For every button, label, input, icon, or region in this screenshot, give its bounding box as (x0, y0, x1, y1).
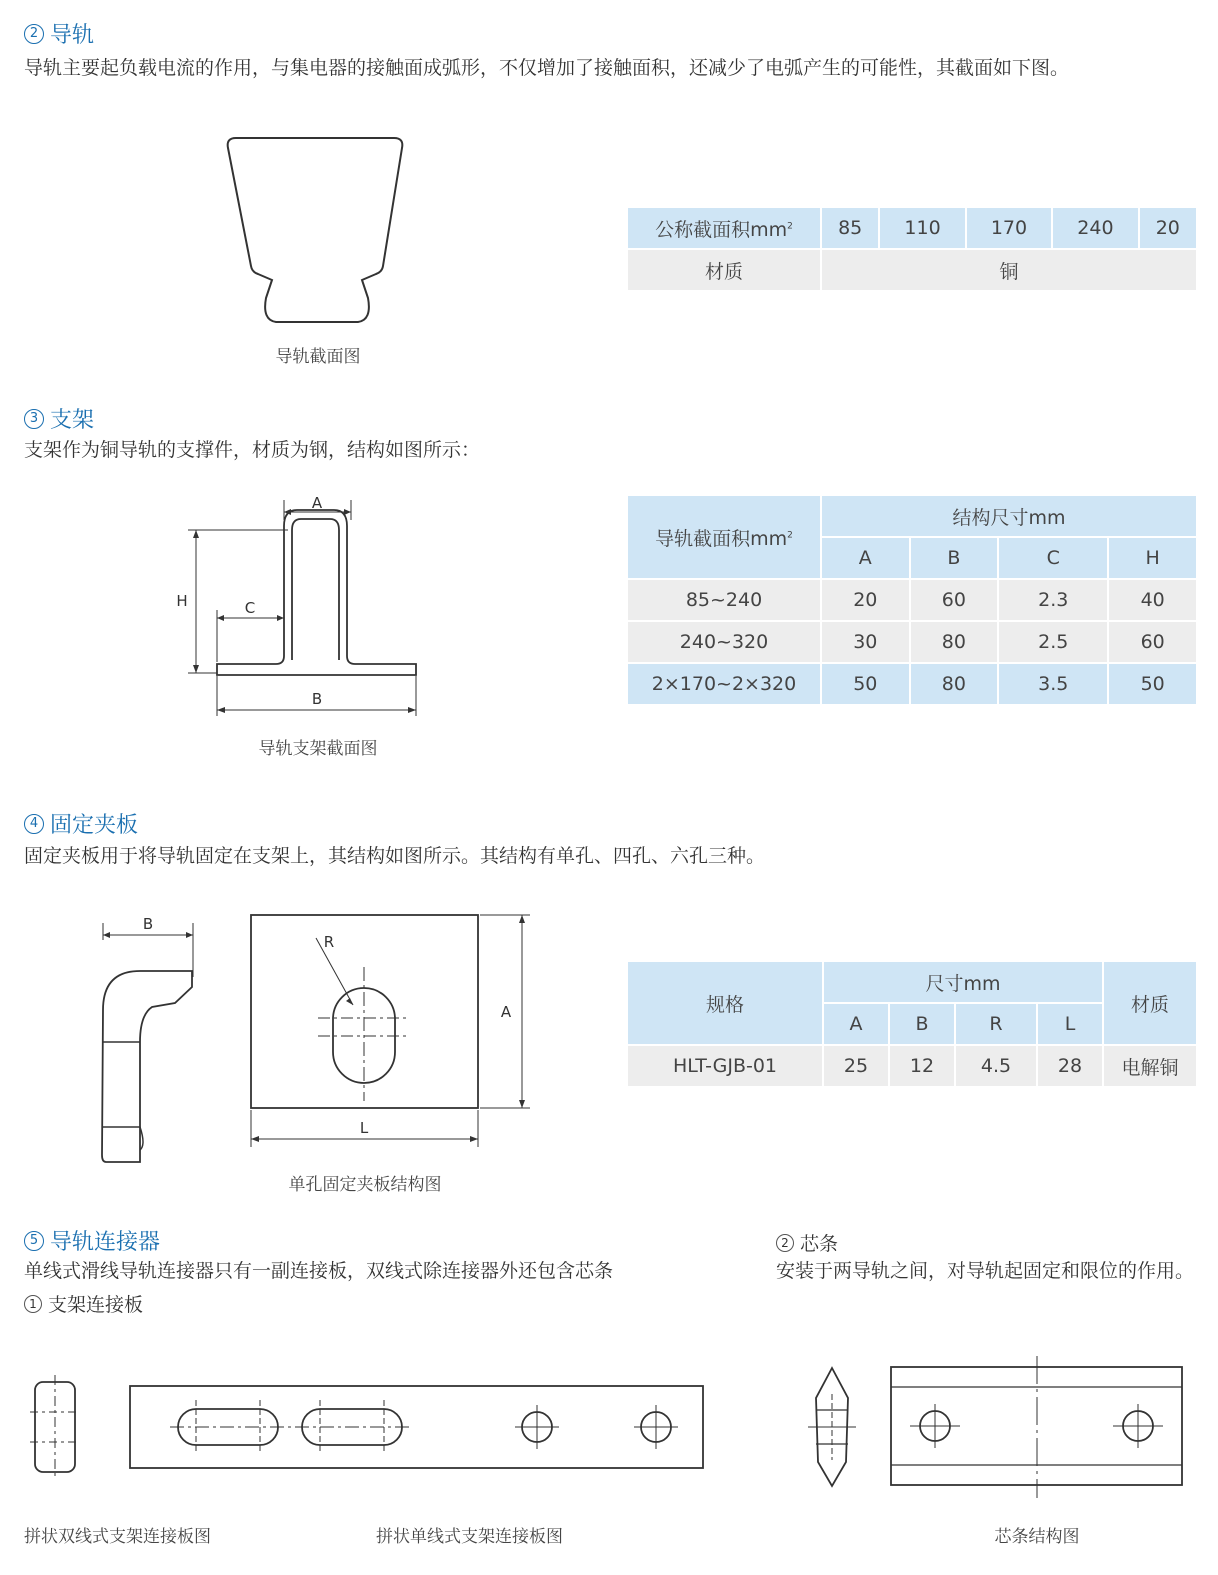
col-header-b: B (911, 538, 998, 578)
value-cell: 25 (824, 1046, 888, 1086)
single-plate-caption: 拼状单线式支架连接板图 (376, 1527, 563, 1547)
material-cell: 电解铜 (1104, 1046, 1196, 1086)
double-plate-caption: 拼状双线式支架连接板图 (24, 1527, 211, 1547)
col-header-b: B (890, 1004, 954, 1044)
dim-r-leader (316, 938, 353, 1005)
spec-header-cell: 规格 (628, 962, 822, 1044)
subsection-number: 1 (24, 1295, 42, 1313)
value-cell: 4.5 (956, 1046, 1036, 1086)
material-label-cell: 材质 (628, 250, 820, 290)
value-cell: 60 (1109, 622, 1196, 662)
clamp-plate-drawing (90, 905, 540, 1170)
col-header-a: A (824, 1004, 888, 1044)
value-cell: 20 (1140, 208, 1196, 248)
value-cell: 85 (822, 208, 878, 248)
material-value-cell: 铜 (822, 250, 1196, 290)
clamp-spec-table (626, 960, 1198, 1088)
value-cell: 12 (890, 1046, 954, 1086)
value-cell: 110 (880, 208, 964, 248)
value-cell: 20 (822, 580, 909, 620)
dim-b-label: B (311, 690, 323, 708)
dim-a-label: A (311, 494, 323, 512)
rail-profile-shape (228, 138, 403, 322)
core-bar-caption: 芯条结构图 (994, 1527, 1080, 1547)
rail-drawing-caption: 导轨截面图 (275, 347, 361, 367)
value-cell: 50 (1109, 664, 1196, 704)
value-cell: 80 (911, 664, 998, 704)
dim-h-label: H (176, 592, 188, 610)
core-bar-description: 安装于两导轨之间，对导轨起固定和限位的作用。 (776, 1260, 1195, 1282)
table-row (628, 580, 1196, 620)
bracket-connector-plates-drawing (20, 1370, 720, 1485)
header-cell: 公称截面积$mm^2$ (628, 208, 820, 248)
section-title-text: 支架 (50, 408, 95, 433)
value-cell: 50 (822, 664, 909, 704)
section-3-description: 支架作为铜导轨的支撑件，材质为钢，结构如图所示： (24, 439, 481, 461)
material-header-cell: 材质 (1104, 962, 1196, 1044)
spec-cell: 240~320 (628, 622, 820, 662)
col-header-a: A (822, 538, 909, 578)
spec-cell: 85~240 (628, 580, 820, 620)
subsection-title-text: 支架连接板 (48, 1294, 144, 1316)
group-header-cell: 结构尺寸mm (822, 496, 1196, 536)
section-number: 3 (24, 409, 44, 429)
col-header-r: R (956, 1004, 1036, 1044)
bracket-profile-inner (292, 519, 339, 660)
dim-c-label: C (244, 599, 256, 617)
core-bar-drawing (800, 1352, 1200, 1502)
dim-r-arrow (346, 998, 353, 1005)
section-title-text: 固定夹板 (50, 813, 139, 838)
bracket-cross-section-drawing (170, 490, 430, 720)
section-title-text: 导轨连接器 (50, 1230, 161, 1255)
bracket-spec-table (626, 494, 1198, 706)
rail-cross-section-drawing (222, 130, 412, 330)
bracket-profile-outer (217, 510, 416, 675)
section-2-description: 导轨主要起负载电流的作用，与集电器的接触面成弧形，不仅增加了接触面积，还减少了电弧产生的可能性，其截面如下图。 (24, 57, 1070, 79)
value-cell: 3.5 (999, 664, 1107, 704)
section-4-description: 固定夹板用于将导轨固定在支架上，其结构如图所示。其结构有单孔、四孔、六孔三种。 (24, 845, 766, 867)
section-5-description: 单线式滑线导轨连接器只有一副连接板，双线式除连接器外还包含芯条 (24, 1260, 614, 1282)
col-header-l: L (1038, 1004, 1102, 1044)
clamp-drawing-caption: 单孔固定夹板结构图 (288, 1175, 442, 1195)
rail-spec-table (626, 206, 1198, 292)
spec-cell: HLT-GJB-01 (628, 1046, 822, 1086)
section-5-title (24, 1225, 160, 1256)
section-number: 4 (24, 814, 44, 834)
dim-a-label: A (500, 1003, 512, 1021)
value-cell: 30 (822, 622, 909, 662)
section-3-title (24, 403, 94, 434)
value-cell: 170 (967, 208, 1051, 248)
value-cell: 28 (1038, 1046, 1102, 1086)
value-cell: 2.3 (999, 580, 1107, 620)
table-row (628, 1046, 1196, 1086)
section-number: 5 (24, 1231, 44, 1251)
bracket-drawing-caption: 导轨支架截面图 (258, 739, 378, 759)
subsection-title-text: 芯条 (800, 1233, 839, 1255)
value-cell: 80 (911, 622, 998, 662)
value-cell: 240 (1053, 208, 1137, 248)
spec-cell: 2×170~2×320 (628, 664, 820, 704)
dim-b-label: B (142, 915, 154, 933)
subsection-core-bar-title (776, 1229, 838, 1256)
table-row (628, 622, 1196, 662)
value-cell: 40 (1109, 580, 1196, 620)
section-2-title (24, 18, 94, 49)
section-number: 2 (24, 24, 44, 44)
col-header-h: H (1109, 538, 1196, 578)
clamp-side-profile (102, 971, 192, 1162)
subsection-number: 2 (776, 1234, 794, 1252)
group-header-cell: 尺寸mm (824, 962, 1102, 1002)
table-row (628, 664, 1196, 704)
dim-l-label: L (359, 1119, 369, 1137)
section-4-title (24, 808, 138, 839)
value-cell: 60 (911, 580, 998, 620)
subsection-bracket-plate-title (24, 1290, 143, 1317)
header-cell: 导轨截面积$mm^2$ (628, 496, 820, 578)
col-header-c: C (999, 538, 1107, 578)
dim-r-label: R (323, 933, 335, 951)
value-cell: 2.5 (999, 622, 1107, 662)
section-title-text: 导轨 (50, 23, 95, 48)
